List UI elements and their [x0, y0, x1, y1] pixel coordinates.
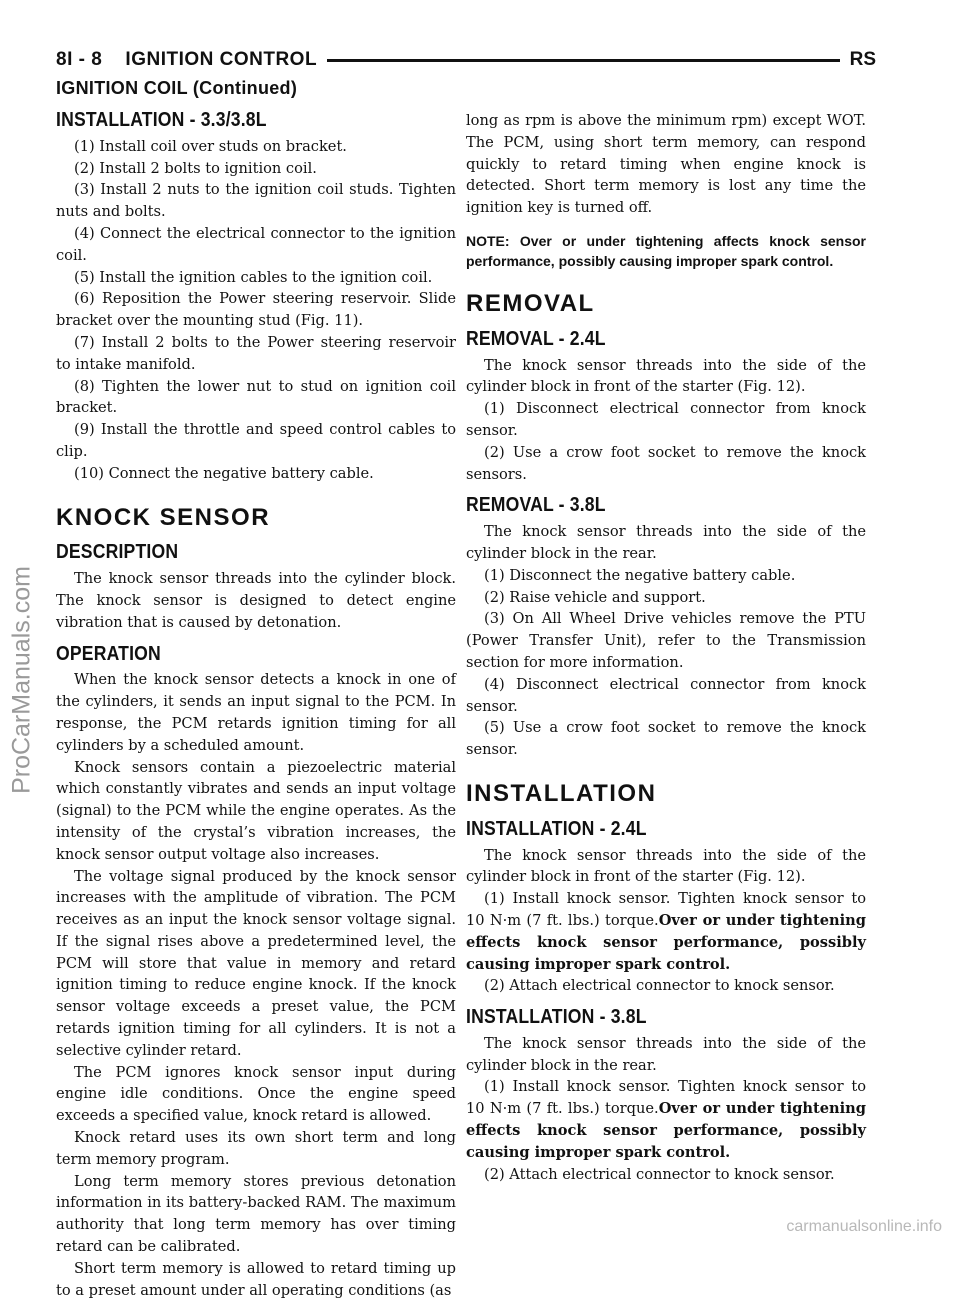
step: (2) Attach electrical connector to knock sensor. — [484, 1165, 835, 1183]
step: (4) Disconnect electrical connector from knock sensor. — [466, 675, 866, 715]
installation-38-intro: The knock sensor threads into the side of the cylinder block in the rear. — [466, 1034, 866, 1074]
step: (1) Disconnect the negative battery cable. — [484, 566, 796, 584]
removal-heading: REMOVAL — [466, 289, 595, 317]
step: (5) Install the ignition cables to the ignition coil. — [74, 268, 433, 286]
operation-paragraph: Short term memory is allowed to retard timing up to a preset amount under all operating conditions (as — [56, 1259, 456, 1299]
continued-heading: IGNITION COIL (Continued) — [56, 78, 298, 98]
step-warning: Over or under tightening effects knock sensor performance, possibly causing improper spark control. — [466, 911, 866, 973]
step: (9) Install the throttle and speed control cables to clip. — [56, 421, 456, 460]
header-section-title: 8I - 8 IGNITION CONTROL — [56, 49, 318, 70]
removal-24-intro: The knock sensor threads into the side of the cylinder block in front of the starter (Fig. 12). — [466, 356, 866, 396]
torque-note: NOTE: Over or under tightening affects knock sensor performance, possibly causing improper spark control. — [466, 232, 866, 269]
side-watermark — [2, 420, 42, 940]
installation-24-heading: INSTALLATION - 2.4L — [466, 817, 647, 840]
installation-heading: INSTALLATION — [466, 779, 657, 807]
operation-paragraph: The PCM ignores knock sensor input during engine idle conditions. Once the engine speed exceeds a specified value, knock retard is allowed. — [56, 1063, 456, 1125]
removal-38-heading: REMOVAL - 3.8L — [466, 494, 606, 517]
knock-sensor-heading: KNOCK SENSOR — [56, 503, 271, 531]
step-text: (1) Install knock sensor. Tighten knock sensor to 10 N·m (7 ft. lbs.) torque. — [466, 890, 866, 929]
operation-paragraph: Knock retard uses its own short term and long term memory program. — [56, 1129, 456, 1168]
header-rule — [327, 59, 840, 62]
description-text: The knock sensor threads into the cylinder block. The knock sensor is designed to detect engine vibration that is caused by detonation. — [56, 570, 456, 631]
step — [466, 1076, 866, 1163]
removal-24-heading: REMOVAL - 2.4L — [466, 327, 606, 350]
step: (1) Disconnect electrical connector from knock sensor. — [466, 400, 866, 439]
description-heading: DESCRIPTION — [56, 541, 179, 564]
step: (2) Install 2 bolts to ignition coil. — [74, 159, 317, 177]
installation-24-intro: The knock sensor threads into the side of the cylinder block in front of the starter (Fig. 12). — [466, 846, 866, 886]
operation-paragraph: Knock sensors contain a piezoelectric material which constantly vibrates and sends an input voltage (signal) to the PCM while the engine operates. As the intensity of the crystal’s vibration increases, the knock sensor output voltage also increases. — [56, 758, 456, 863]
step: (3) On All Wheel Drive vehicles remove the PTU (Power Transfer Unit), refer to the Transmission section for more information. — [466, 610, 866, 671]
step: (3) Install 2 nuts to the ignition coil studs. Tighten nuts and bolts. — [56, 181, 456, 221]
step — [466, 888, 866, 975]
operation-heading: OPERATION — [56, 642, 161, 665]
removal-38-intro: The knock sensor threads into the side of the cylinder block in the rear. — [466, 523, 866, 562]
installation-33-heading: INSTALLATION - 3.3/3.8L — [56, 109, 267, 131]
step: (1) Install coil over studs on bracket. — [74, 137, 347, 155]
step: (2) Use a crow foot socket to remove the knock sensors. — [466, 443, 866, 483]
watermark-text: ProCarManuals.com — [7, 566, 36, 794]
step: (8) Tighten the lower nut to stud on ignition coil bracket. — [56, 377, 456, 417]
step: (2) Attach electrical connector to knock sensor. — [484, 977, 835, 995]
step-warning: Over or under tightening effects knock sensor performance, possibly causing improper spark control. — [466, 1100, 866, 1161]
step: (2) Raise vehicle and support. — [484, 588, 706, 606]
step: (7) Install 2 bolts to the Power steering reservoir to intake manifold. — [56, 333, 456, 373]
header-model-code: RS — [849, 49, 876, 70]
step: (5) Use a crow foot socket to remove the knock sensor. — [466, 719, 866, 759]
left-column — [56, 110, 456, 1301]
footer-watermark: carmanualsonline.info — [786, 1218, 942, 1235]
step: (4) Connect the electrical connector to the ignition coil. — [56, 224, 456, 264]
operation-continued: long as rpm is above the minimum rpm) except WOT. The PCM, using short term memory, can respond quickly to retard timing when engine knock is detected. Short term memory is lost any time the ignition key is turned off. — [466, 112, 866, 217]
step: (10) Connect the negative battery cable. — [74, 464, 374, 482]
installation-38-heading: INSTALLATION - 3.8L — [466, 1006, 647, 1029]
page-header — [56, 46, 876, 74]
operation-paragraph: When the knock sensor detects a knock in one of the cylinders, it sends an input signal to the PCM. In response, the PCM retards ignition timing for all cylinders by a scheduled amount. — [56, 671, 456, 754]
step-text: (1) Install knock sensor. Tighten knock sensor to 10 N·m (7 ft. lbs.) torque. — [466, 1078, 866, 1118]
step: (6) Reposition the Power steering reservoir. Slide bracket over the mounting stud (Fig. 11). — [56, 290, 456, 330]
right-column — [466, 110, 866, 1185]
operation-paragraph: Long term memory stores previous detonation information in its battery-backed RAM. The maximum authority that long term memory has over timing retard can be calibrated. — [56, 1172, 456, 1256]
operation-paragraph: The voltage signal produced by the knock sensor increases with the amplitude of vibration. The PCM receives as an input the knock sensor voltage signal. If the signal rises above a predetermined level, the PCM will store that value in memory and retard ignition timing to reduce engine knock. If the knock sensor voltage exceeds a preset value, the PCM retards ignition timing for all cylinders. It is not a selective cylinder retard. — [56, 867, 456, 1059]
